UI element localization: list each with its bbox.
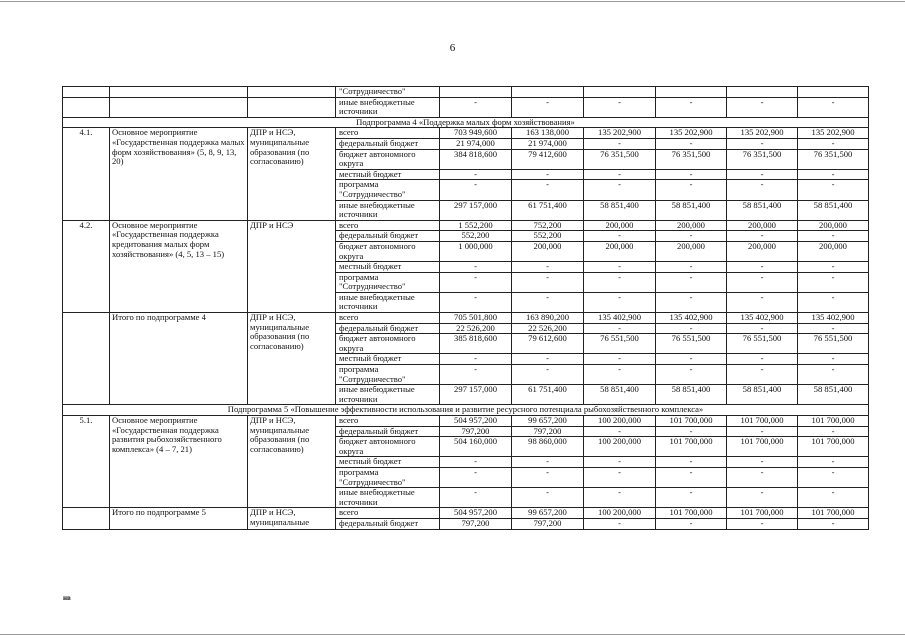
amount-cell: - (727, 457, 798, 468)
funding-source: программа "Сотрудничество" (336, 467, 440, 487)
amount-cell: 101 700,000 (727, 508, 798, 519)
item-number: 5.1. (63, 416, 110, 508)
amount-cell: - (727, 138, 798, 149)
amount-cell: - (727, 169, 798, 180)
amount-cell: - (798, 365, 869, 385)
blank-name-cell (110, 97, 248, 117)
amount-cell: 200,000 (727, 241, 798, 261)
amount-cell: 58 851,400 (584, 200, 656, 220)
amount-cell: - (798, 180, 869, 200)
scan-top-edge (0, 1, 905, 2)
amount-cell: - (584, 231, 656, 242)
amount-cell: 297 157,000 (440, 385, 512, 405)
table-row (63, 508, 869, 519)
amount-cell: 76 351,500 (727, 149, 798, 169)
amount-cell: 101 700,000 (727, 437, 798, 457)
amount-cell: - (656, 354, 727, 365)
amount-cell: - (656, 180, 727, 200)
amount-cell: - (584, 457, 656, 468)
financing-table (62, 86, 869, 530)
amount-cell: - (584, 354, 656, 365)
amount-cell: 135 202,900 (656, 128, 727, 139)
amount-cell: - (798, 169, 869, 180)
amount-cell: - (798, 518, 869, 529)
executor: ДПР и НСЭ, муниципальные образования (по согласованию) (248, 128, 336, 220)
funding-source: всего (336, 313, 440, 324)
amount-cell (440, 87, 512, 98)
table-row (63, 313, 869, 324)
funding-source: всего (336, 128, 440, 139)
funding-source: всего (336, 416, 440, 427)
funding-source: бюджет автономного округа (336, 437, 440, 457)
amount-cell: - (512, 180, 584, 200)
blank-executor-cell (248, 87, 336, 98)
amount-cell: - (727, 354, 798, 365)
funding-source: иные внебюджетные источники (336, 488, 440, 508)
item-number (63, 508, 110, 529)
amount-cell: - (656, 292, 727, 312)
funding-source: всего (336, 508, 440, 519)
amount-cell: - (512, 97, 584, 117)
amount-cell: 58 851,400 (798, 200, 869, 220)
amount-cell (584, 87, 656, 98)
amount-cell: - (798, 272, 869, 292)
amount-cell: - (727, 97, 798, 117)
amount-cell: 752,200 (512, 220, 584, 231)
funding-source: иные внебюджетные источники (336, 200, 440, 220)
amount-cell: 58 851,400 (656, 385, 727, 405)
executor: ДПР и НСЭ, муниципальные (248, 508, 336, 529)
funding-source: иные внебюджетные источники (336, 97, 440, 117)
amount-cell: 163 890,200 (512, 313, 584, 324)
amount-cell: - (512, 488, 584, 508)
amount-cell: - (584, 272, 656, 292)
amount-cell: - (512, 272, 584, 292)
amount-cell: 135 202,900 (584, 128, 656, 139)
amount-cell: 797,200 (512, 518, 584, 529)
item-number (63, 313, 110, 405)
amount-cell: - (727, 292, 798, 312)
amount-cell: 101 700,000 (727, 416, 798, 427)
amount-cell: 61 751,400 (512, 200, 584, 220)
amount-cell: - (584, 292, 656, 312)
amount-cell: - (656, 365, 727, 385)
executor: ДПР и НСЭ, муниципальные образования (по согласованию) (248, 313, 336, 405)
amount-cell: 79 412,600 (512, 149, 584, 169)
table-row (63, 128, 869, 139)
amount-cell: - (727, 488, 798, 508)
amount-cell: 297 157,000 (440, 200, 512, 220)
table-row (63, 87, 869, 98)
amount-cell: - (727, 262, 798, 273)
amount-cell: 99 657,200 (512, 416, 584, 427)
table-row (63, 416, 869, 427)
amount-cell: - (512, 292, 584, 312)
amount-cell: 22 526,200 (440, 323, 512, 334)
amount-cell: 504 957,200 (440, 416, 512, 427)
amount-cell: - (440, 467, 512, 487)
amount-cell: - (798, 262, 869, 273)
blank-number-cell (63, 97, 110, 117)
amount-cell: - (440, 262, 512, 273)
funding-source: федеральный бюджет (336, 138, 440, 149)
funding-source: бюджет автономного округа (336, 334, 440, 354)
amount-cell: 98 860,000 (512, 437, 584, 457)
funding-source: всего (336, 220, 440, 231)
amount-cell: 504 957,200 (440, 508, 512, 519)
amount-cell: 385 818,600 (440, 334, 512, 354)
amount-cell: - (440, 365, 512, 385)
funding-source: местный бюджет (336, 457, 440, 468)
executor: ДПР и НСЭ (248, 220, 336, 312)
amount-cell: 703 949,600 (440, 128, 512, 139)
amount-cell: 101 700,000 (798, 416, 869, 427)
amount-cell: - (440, 169, 512, 180)
amount-cell: 76 551,500 (798, 334, 869, 354)
amount-cell: 135 402,900 (584, 313, 656, 324)
amount-cell: - (727, 231, 798, 242)
funding-source: программа "Сотрудничество" (336, 180, 440, 200)
amount-cell: 200,000 (584, 220, 656, 231)
amount-cell: 200,000 (798, 220, 869, 231)
amount-cell: - (798, 488, 869, 508)
amount-cell: 101 700,000 (798, 508, 869, 519)
item-name: Итого по подпрограмме 4 (110, 313, 248, 405)
amount-cell: 76 551,500 (584, 334, 656, 354)
amount-cell: 76 351,500 (798, 149, 869, 169)
amount-cell: 200,000 (727, 220, 798, 231)
amount-cell: - (512, 365, 584, 385)
amount-cell: - (440, 180, 512, 200)
item-number: 4.1. (63, 128, 110, 220)
amount-cell: 101 700,000 (656, 416, 727, 427)
amount-cell: 79 612,600 (512, 334, 584, 354)
amount-cell: 135 402,900 (727, 313, 798, 324)
amount-cell: - (656, 138, 727, 149)
item-number: 4.2. (63, 220, 110, 312)
amount-cell: - (798, 231, 869, 242)
amount-cell: - (512, 169, 584, 180)
amount-cell: - (656, 488, 727, 508)
amount-cell: 384 818,600 (440, 149, 512, 169)
amount-cell: - (584, 488, 656, 508)
amount-cell: 552,200 (440, 231, 512, 242)
amount-cell (656, 87, 727, 98)
amount-cell: 76 351,500 (656, 149, 727, 169)
amount-cell: - (440, 488, 512, 508)
amount-cell: - (798, 426, 869, 437)
executor: ДПР и НСЭ, муниципальные образования (по согласованию) (248, 416, 336, 508)
page-number: 6 (449, 42, 456, 54)
amount-cell: - (512, 354, 584, 365)
footer-mark: нв (63, 594, 71, 602)
amount-cell: 797,200 (440, 518, 512, 529)
amount-cell: 76 551,500 (656, 334, 727, 354)
amount-cell: 99 657,200 (512, 508, 584, 519)
amount-cell: 200,000 (656, 241, 727, 261)
amount-cell: 797,200 (440, 426, 512, 437)
funding-source: бюджет автономного округа (336, 241, 440, 261)
blank-name-cell (110, 87, 248, 98)
funding-source: программа "Сотрудничество" (336, 272, 440, 292)
amount-cell: - (727, 365, 798, 385)
amount-cell: 58 851,400 (727, 385, 798, 405)
amount-cell: 101 700,000 (656, 437, 727, 457)
amount-cell: - (656, 169, 727, 180)
amount-cell: - (798, 292, 869, 312)
amount-cell: 76 551,500 (727, 334, 798, 354)
amount-cell: 58 851,400 (727, 200, 798, 220)
amount-cell: - (584, 467, 656, 487)
amount-cell: - (584, 97, 656, 117)
amount-cell: - (440, 457, 512, 468)
section-row (63, 405, 869, 416)
amount-cell: 101 700,000 (656, 508, 727, 519)
item-name: Основное мероприятие «Государственная поддержка малых форм хозяйствования» (5, 8, 9, 13, 20) (110, 128, 248, 220)
item-name: Основное мероприятие «Государственная поддержка кредитования малых форм хозяйствования» (4, 5, 13 – 15) (110, 220, 248, 312)
amount-cell: 21 974,000 (440, 138, 512, 149)
scan-bottom-edge (0, 634, 905, 635)
amount-cell: 200,000 (798, 241, 869, 261)
amount-cell: 135 202,900 (727, 128, 798, 139)
amount-cell: - (440, 292, 512, 312)
amount-cell: 100 200,000 (584, 437, 656, 457)
amount-cell: - (512, 262, 584, 273)
amount-cell: 21 974,000 (512, 138, 584, 149)
amount-cell: 101 700,000 (798, 437, 869, 457)
amount-cell: - (727, 323, 798, 334)
amount-cell: 1 000,000 (440, 241, 512, 261)
amount-cell: 797,200 (512, 426, 584, 437)
amount-cell: - (656, 231, 727, 242)
amount-cell: 200,000 (512, 241, 584, 261)
item-name: Итого по подпрограмме 5 (110, 508, 248, 529)
amount-cell: 705 501,800 (440, 313, 512, 324)
amount-cell: 135 402,900 (656, 313, 727, 324)
amount-cell: 61 751,400 (512, 385, 584, 405)
section-row (63, 117, 869, 128)
amount-cell: 200,000 (584, 241, 656, 261)
amount-cell: - (656, 272, 727, 292)
amount-cell: 100 200,000 (584, 416, 656, 427)
table-row (63, 97, 869, 117)
amount-cell: - (798, 467, 869, 487)
amount-cell: - (798, 457, 869, 468)
amount-cell (798, 87, 869, 98)
funding-source: местный бюджет (336, 262, 440, 273)
amount-cell: - (727, 518, 798, 529)
amount-cell: 200,000 (656, 220, 727, 231)
amount-cell: - (584, 262, 656, 273)
table-row (63, 220, 869, 231)
amount-cell: - (440, 272, 512, 292)
amount-cell: - (584, 169, 656, 180)
funding-source: местный бюджет (336, 354, 440, 365)
funding-source: федеральный бюджет (336, 231, 440, 242)
amount-cell: - (656, 457, 727, 468)
funding-source: федеральный бюджет (336, 323, 440, 334)
amount-cell: - (512, 457, 584, 468)
amount-cell: 58 851,400 (656, 200, 727, 220)
funding-source: "Сотрудничество" (336, 87, 440, 98)
amount-cell: - (656, 97, 727, 117)
amount-cell (512, 87, 584, 98)
amount-cell: 58 851,400 (798, 385, 869, 405)
amount-cell: - (440, 354, 512, 365)
amount-cell (727, 87, 798, 98)
amount-cell: - (727, 272, 798, 292)
funding-source: федеральный бюджет (336, 426, 440, 437)
amount-cell: - (656, 518, 727, 529)
amount-cell: - (656, 426, 727, 437)
amount-cell: 504 160,000 (440, 437, 512, 457)
amount-cell: - (584, 365, 656, 385)
amount-cell: - (440, 97, 512, 117)
funding-source: федеральный бюджет (336, 518, 440, 529)
amount-cell: - (656, 323, 727, 334)
amount-cell: - (798, 323, 869, 334)
amount-cell: - (584, 426, 656, 437)
funding-source: местный бюджет (336, 169, 440, 180)
funding-source: бюджет автономного округа (336, 149, 440, 169)
funding-source: иные внебюджетные источники (336, 292, 440, 312)
amount-cell: - (727, 180, 798, 200)
funding-source: иные внебюджетные источники (336, 385, 440, 405)
amount-cell: - (584, 518, 656, 529)
blank-number-cell (63, 87, 110, 98)
amount-cell: 76 351,500 (584, 149, 656, 169)
amount-cell: 135 402,900 (798, 313, 869, 324)
funding-source: программа "Сотрудничество" (336, 365, 440, 385)
amount-cell: - (656, 262, 727, 273)
amount-cell: 100 200,000 (584, 508, 656, 519)
amount-cell: - (584, 180, 656, 200)
amount-cell: - (798, 97, 869, 117)
amount-cell: - (656, 467, 727, 487)
amount-cell: 58 851,400 (584, 385, 656, 405)
amount-cell: 22 526,200 (512, 323, 584, 334)
section-title: Подпрограмма 5 «Повышение эффективности использования и развитие ресурсного потенциала рыбохозяйственного комплекса» (63, 405, 869, 416)
amount-cell: - (727, 467, 798, 487)
amount-cell: - (584, 323, 656, 334)
amount-cell: - (727, 426, 798, 437)
amount-cell: 552,200 (512, 231, 584, 242)
amount-cell: - (584, 138, 656, 149)
amount-cell: 135 202,900 (798, 128, 869, 139)
blank-executor-cell (248, 97, 336, 117)
amount-cell: - (798, 138, 869, 149)
item-name: Основное мероприятие «Государственная поддержка развития рыбохозяйственного комплекса» (4 – 7, 21) (110, 416, 248, 508)
amount-cell: - (798, 354, 869, 365)
section-title: Подпрограмма 4 «Поддержка малых форм хозяйствования» (63, 117, 869, 128)
amount-cell: 163 138,000 (512, 128, 584, 139)
amount-cell: - (512, 467, 584, 487)
amount-cell: 1 552,200 (440, 220, 512, 231)
